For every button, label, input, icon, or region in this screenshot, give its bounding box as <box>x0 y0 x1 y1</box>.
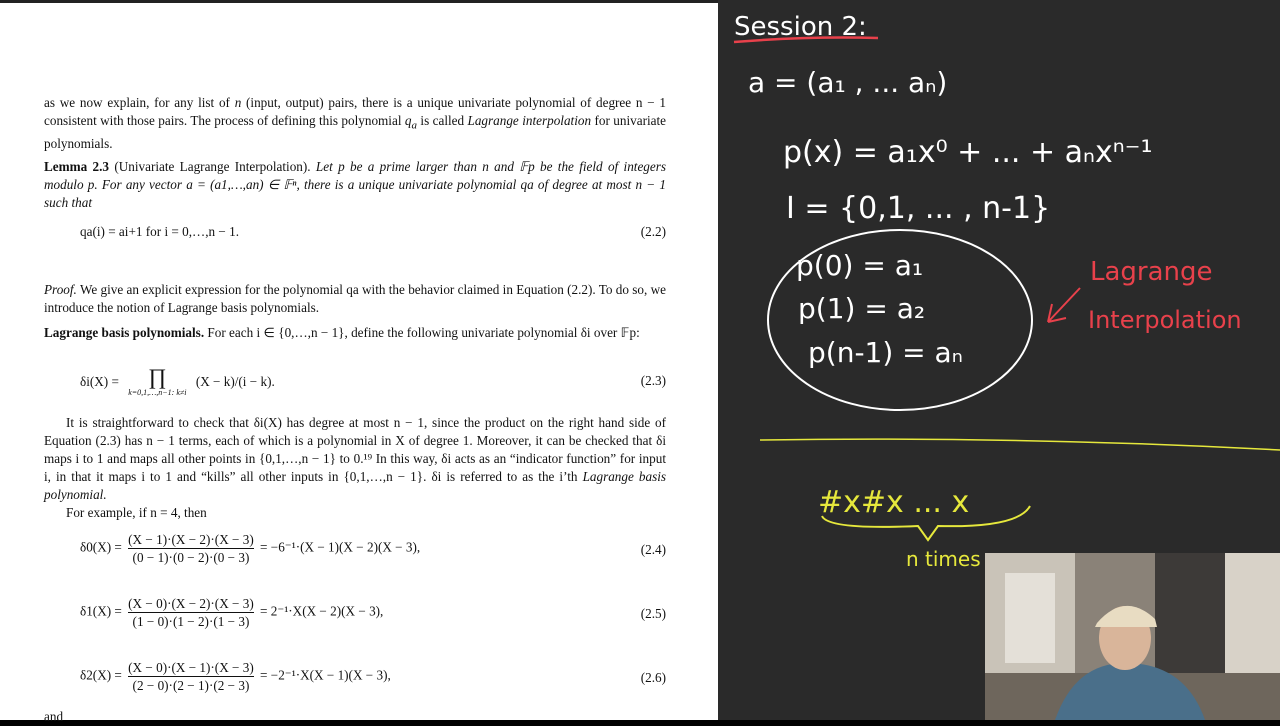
webcam-overlay <box>985 553 1280 720</box>
equation-2-5: δ1(X) = $\frac{(X - 0)\cdot(X - 2)\cdot(X - 3)}{(1 - 0)\cdot(1 - 2)\cdot(1 - 3)}$ = 2⁻¹·X(X − 2)(X − 3), (2.5) <box>80 596 666 629</box>
circled-eq-2: p(n-1) = aₙ <box>808 336 963 369</box>
red-note-line2: Interpolation <box>1088 306 1242 334</box>
paragraph-intro: as we now explain, for any list of n (input, output) pairs, there is a unique univariate polynomial of degree n − 1 consistent with those pairs. The process of defining this polynomial $q_a$ is called Lagrange interpolation for univariate polynomials. <box>44 95 667 151</box>
circled-eq-0: p(0) = a₁ <box>796 249 924 282</box>
board-line-polynomial: p(x) = a₁x⁰ + ... + aₙxⁿ⁻¹ <box>783 135 1153 170</box>
equation-2-4: δ0(X) = $\frac{(X - 1)\cdot(X - 2)\cdot(X - 3)}{(0 - 1)\cdot(0 - 2)\cdot(0 - 3)}$ = −6⁻¹·(X − 1)(X − 2)(X − 3), (2.4) <box>80 532 666 565</box>
bottom-label: n times <box>906 547 981 571</box>
red-note-line1: Lagrange <box>1090 257 1213 287</box>
board-title: Session 2: <box>734 12 867 42</box>
board-line-vector: a = (a₁ , ... aₙ) <box>748 66 948 99</box>
board-line-set: I = {0,1, ... , n-1} <box>786 191 1051 226</box>
page-top-border <box>0 0 718 3</box>
circled-eq-1: p(1) = a₂ <box>798 292 926 325</box>
equation-2-6: δ2(X) = $\frac{(X - 0)\cdot(X - 1)\cdot(X - 3)}{(2 - 0)\cdot(2 - 1)\cdot(2 - 3)}$ = −2⁻¹·X(X − 1)(X − 3), (2.6) <box>80 660 666 693</box>
proof-paragraph: Proof. We give an explicit expression for the polynomial qa with the behavior claimed in Equation (2.2). To do so, we introduce the notion of Lagrange basis polynomials. <box>44 282 667 315</box>
basis-paragraph: Lagrange basis polynomials. For each i ∈ {0,…,n − 1}, define the following univariate polynomial δi over 𝔽p: <box>44 325 640 340</box>
lemma-2-3: Lemma 2.3 (Univariate Lagrange Interpolation). Let p be a prime larger than n and 𝔽p be the field of integers modulo p. For any vector a = (a1,…,an) ∈ 𝔽ⁿ, there is a unique univariate polynomial qa of degree at most n − 1 such that <box>44 159 667 210</box>
equation-2-3: δi(X) = ∏ k=0,1,…,n−1: k≠i (X − k)/(i − k). (2.3) <box>80 364 666 397</box>
webcam-video <box>985 553 1280 720</box>
yellow-divider <box>760 439 1280 450</box>
paragraph-basis-explanation: It is straightforward to check that δi(X) has degree at most n − 1, since the product on the right hand side of Equation (2.3) has n − 1 terms, each of which is a polynomial in X of degree 1. Moreover, it can be checked that δi maps i to 1 and maps all other points in {0,1,…,n − 1} to 0.¹⁹ In this way, δi acts as an “indicator function” for input i, in that it maps i to 1 and “kills” all other inputs in {0,1,…,n − 1}. δi is referred to as the i’th Lagrange basis polynomial. <box>44 415 667 502</box>
bottom-expression: #x#x ... x <box>818 485 970 520</box>
red-arrow-icon <box>1048 288 1080 322</box>
example-intro: For example, if n = 4, then <box>66 505 207 520</box>
trailing-text: and <box>44 709 64 724</box>
equation-2-2: qa(i) = ai+1 for i = 0,…,n − 1. (2.2) <box>80 224 666 239</box>
